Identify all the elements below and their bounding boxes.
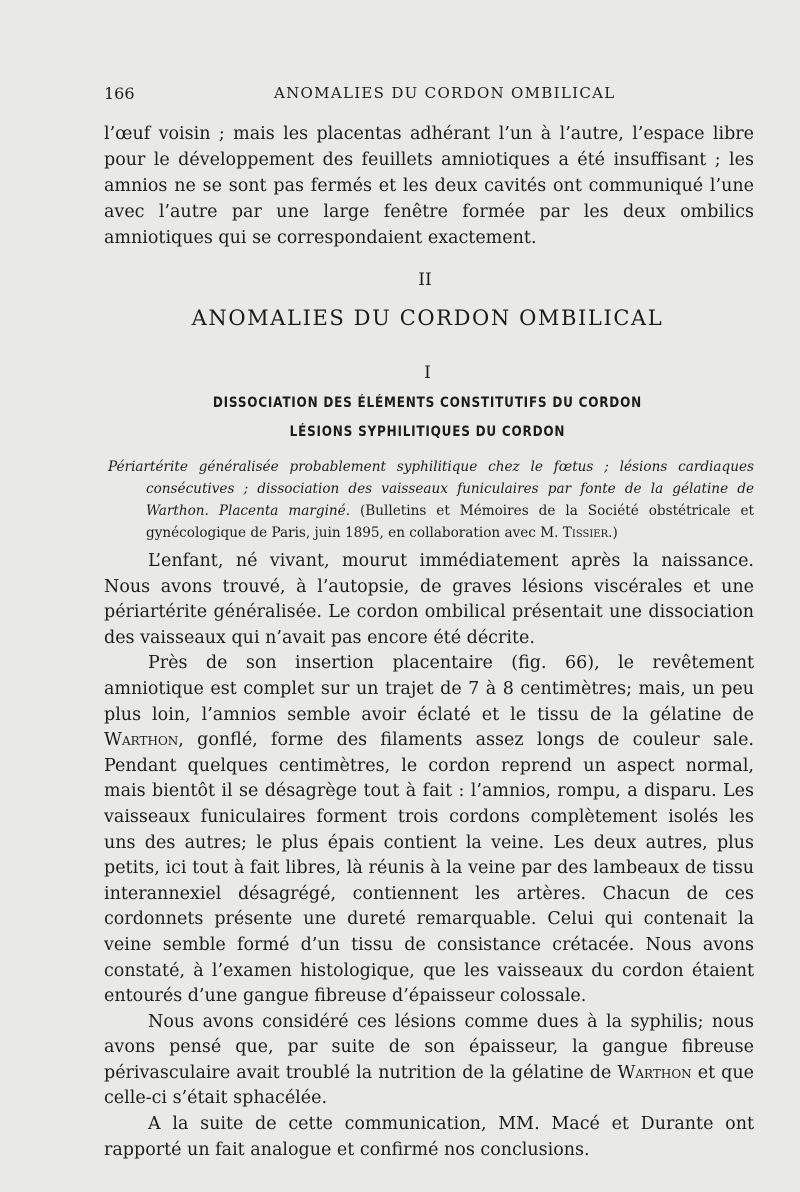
running-title: ANOMALIES DU CORDON OMBILICAL <box>274 84 616 102</box>
chapter-numeral: II <box>418 270 432 290</box>
p2-author-name: Warthon <box>104 730 179 751</box>
note-coauthor: Tissier <box>562 525 609 541</box>
p3-text-a: Nous avons considéré ces lésions comme dues à la syphilis; nous avons pensé que, par suite de son épaisseur, la gangue fibreuse périvasculaire avait troublé la nutrition de la gélatine de <box>104 1011 754 1083</box>
section-numeral: I <box>424 363 431 383</box>
body-paragraph-4: A la suite de cette communication, MM. Macé et Durante ont rapporté un fait analogue et confirmé nos conclusions. <box>104 1114 754 1160</box>
running-head <box>104 84 754 106</box>
body-paragraph-1: L’enfant, né vivant, mourut immédiatement après la naissance. Nous avons trouvé, à l’autopsie, de graves lésions viscérales et une périartérite généralisée. Le cordon ombilical présentait une dissociation des vaisseaux qui n’avait pas encore été décrite. <box>104 551 754 648</box>
bibliographic-note <box>108 456 754 544</box>
p2-text-b: , gonflé, forme des filaments assez longs de couleur sale. Pendant quelques centimètres, le cordon reprend un aspect normal, mais bientôt il se désagrège tout à fait : l’amnios, rompu, a disparu. Les vaisseaux funiculaires forment trois cordons complètement isolés les uns des autres; le plus épais contient la veine. Les deux autres, plus petits, ici tout à fait libres, là réunis à la veine par des lambeaux de tissu interannexiel désagrégé, contiennent les artères. Chacun de ces cordonnets présente une dureté remarquable. Celui qui contenait la veine semble formé d’un tissu de consistance crétacée. Nous avons constaté, à l’examen histologique, que les vaisseaux du cordon étaient entourés d’une gangue fibreuse d’épaisseur colossale. <box>104 730 754 1007</box>
continued-paragraph: l’œuf voisin ; mais les placentas adhérant l’un à l’autre, l’espace libre pour le développement des feuillets amniotiques a été insuffisant ; les amnios ne se sont pas fermés et les deux cavités ont communiqué l’une avec l’autre par une large fenêtre formée par les deux ombilics amniotiques qui se correspondaient exactement. <box>104 124 754 248</box>
p2-text-a: Près de son insertion placentaire (fig. 66), le revêtement amniotique est complet sur un trajet de 7 à 8 centimètres; mais, un peu plus loin, l’amnios semble avoir éclaté et le tissu de la gélatine de <box>104 653 754 725</box>
p3-author-name: Warthon <box>617 1062 692 1083</box>
note-subject: Périartérite généralisée probablement syphilitique chez le fœtus ; lésions cardiaques consécutives ; dissociation des vaisseaux funiculaires par fonte de la gélatine de Warthon. Placenta marginé. <box>108 459 754 519</box>
note-citation: (Bulletins et Mémoires de la Société obstétricale et gynécologique de Paris, juin 1895, en collaboration avec M. <box>146 503 754 541</box>
page-number: 166 <box>104 84 135 103</box>
note-closing: .) <box>608 525 618 541</box>
body-paragraph-2 <box>104 651 754 1009</box>
section-title-line-2: LÉSIONS SYPHILITIQUES DU CORDON <box>289 424 566 440</box>
p3-text-b: et que celle-ci s’était sphacélée. <box>104 1062 754 1109</box>
body-paragraph-3 <box>104 1010 754 1112</box>
main-text <box>104 549 754 1163</box>
chapter-title: ANOMALIES DU CORDON OMBILICAL <box>191 306 664 330</box>
section-title-line-1: DISSOCIATION DES ÉLÉMENTS CONSTITUTIFS DU CORDON <box>212 395 642 411</box>
